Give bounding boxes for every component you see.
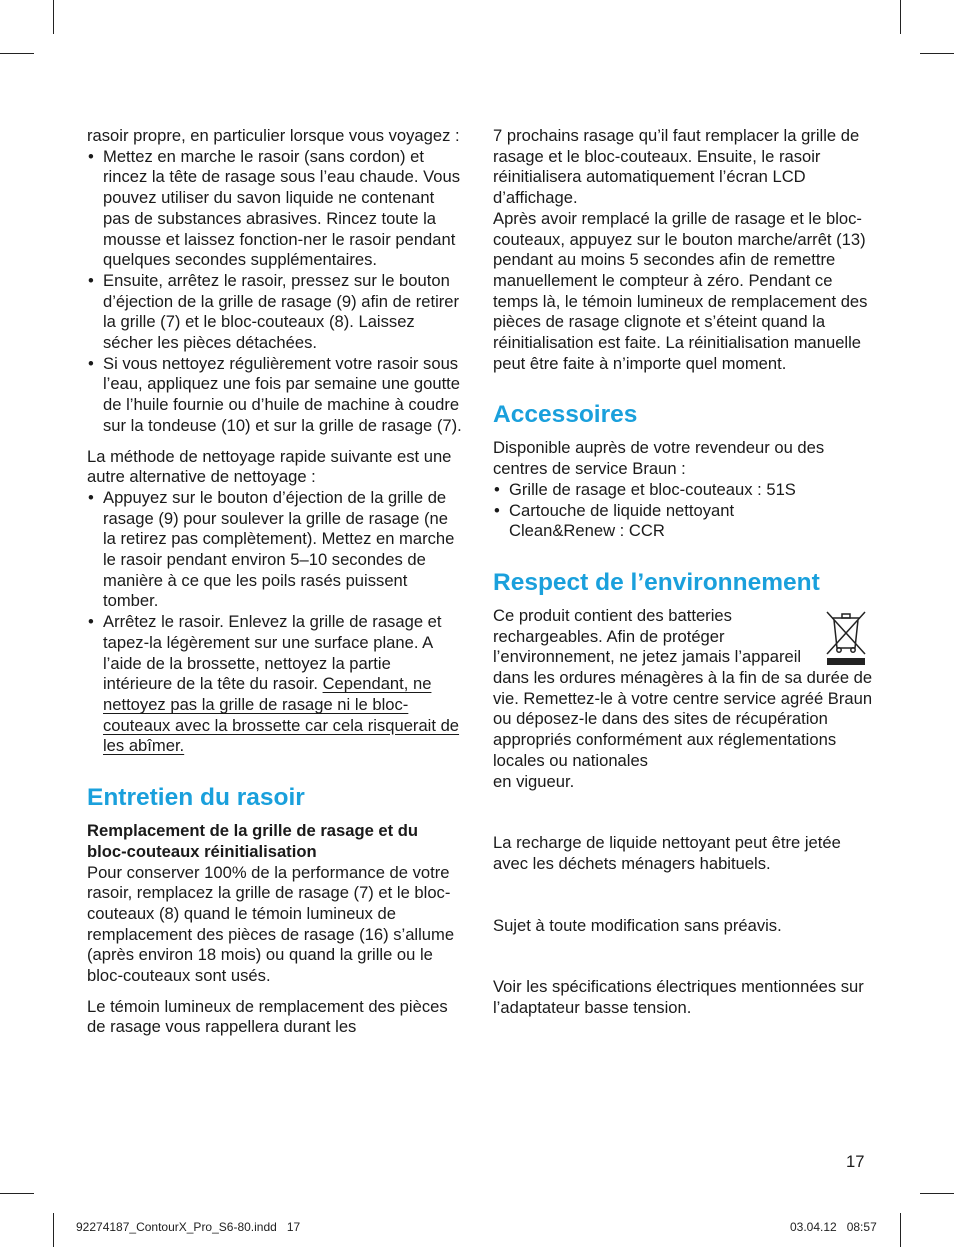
list-item: • Appuyez sur le bouton d’éjection de la grille de rasage (9) pour soulever la grille de rasage (ne la retirez pas complètement). Mettez en marche le rasoir pendant environ 5–10 secondes de manière à ce que les poils rasés puissent tomber. [87,488,462,612]
quick-cleaning-paragraph: La méthode de nettoyage rapide suivante est une autre alternative de nettoyage : [87,446,452,487]
list-item [87,612,462,757]
list-item-text: Arrêtez le rasoir. Enlevez la grille de rasage et tapez-la légèrement sur une surface plane. A l’aide de la brossette, nettoyez la partie intérieure de la tête du rasoir. [103,612,442,694]
indicator-paragraph: Le témoin lumineux de remplacement des pièces de rasage vous rappellera durant les [87,996,448,1037]
crop-mark [0,1193,34,1194]
continuation-paragraph: 7 prochains rasage qu’il faut remplacer la grille de rasage et le bloc-couteaux. Ensuite, le rasoir réinitialisera automatiquement l’écran LCD d’affichage. [493,126,860,208]
reset-paragraph: Après avoir remplacé la grille de rasage et le bloc-couteaux, appuyez sur le bouton marche/arrêt (13) pendant au moins 5 secondes afin de remettre manuellement le compteur à zéro. Pendant ce temps là, le témoin lumineux de remplacement des pièces de rasage clignote et s’éteint quand la réinitialisation est faite. La réinitialisation manuelle peut être faite à n’importe quel moment. [493,208,868,373]
list-item: • Ensuite, arrêtez le rasoir, pressez sur le bouton d’éjection de la grille de rasage (9) afin de retirer la grille (7) et le bloc-couteaux (8). Laissez sécher les pièces détachées. [87,271,462,354]
warning-underlined-text: Cependant, ne nettoyez pas la grille de rasage ni le bloc-couteaux avec la brossette car cela risquerait de les abîmer. [103,674,460,756]
environment-text-end: en vigueur. [493,771,575,791]
environment-paragraph [493,606,873,792]
section-heading-accessoires: Accessoires [493,401,638,429]
list-item-line: Cartouche de liquide nettoyant [509,500,735,520]
crop-mark [920,53,954,54]
right-column [493,126,873,1019]
section-heading-environnement: Respect de l’environnement [493,568,820,596]
cleaning-bullet-list [87,147,462,437]
environment-text: Ce produit contient des batteries rechargeables. Afin de protéger l’environnement, ne jetez jamais l’appareil dans les ordures ménagères à la fin de sa durée de vie. Remettez-le à votre centre service agréé Braun ou déposez-le dans des sites de récupération appropriés conformément aux réglementations locales ou nationales [493,605,873,770]
refill-disposal-paragraph: La recharge de liquide nettoyant peut être jetée avec les déchets ménagers habituels. [493,833,841,873]
crop-mark [900,1213,901,1247]
quick-cleaning-bullet-list [87,488,462,757]
crop-mark [900,0,901,34]
footer-date-info: 03.04.12 08:57 [790,1220,877,1234]
crop-mark [53,1213,54,1247]
crop-mark [0,53,34,54]
accessories-list [493,480,873,542]
page-number: 17 [846,1152,865,1171]
notice-paragraph: Sujet à toute modification sans préavis. [493,915,782,935]
list-item [493,501,873,542]
crop-mark [920,1193,954,1194]
section-heading-entretien: Entretien du rasoir [87,784,305,812]
availability-paragraph: Disponible auprès de votre revendeur ou des centres de service Braun : [493,438,825,479]
list-item-line: Clean&Renew : CCR [509,521,665,541]
electrical-spec-paragraph: Voir les spécifications électriques mentionnées sur l’adaptateur basse tension. [493,977,864,1018]
crop-mark [53,0,54,34]
list-item: • Si vous nettoyez régulièrement votre rasoir sous l’eau, appliquez une fois par semaine une goutte de l’huile fournie ou d’huile de machine à coudre sur la tondeuse (10) et sur la grille de rasage (7). [87,354,462,437]
list-item: • Grille de rasage et bloc-couteaux : 51S [493,480,873,501]
maintenance-paragraph: Pour conserver 100% de la performance de votre rasoir, remplacez la grille de rasage (7) et le bloc-couteaux (8) quand le témoin lumineux de remplacement des pièces de rasage (16) s’allume (après environ 18 mois) ou quand la grille ou le bloc-couteaux sont usés. [87,862,455,986]
sub-heading: Remplacement de la grille de rasage et du bloc-couteaux réinitialisation [87,821,419,861]
list-item: • Mettez en marche le rasoir (sans cordon) et rincez la tête de rasage sous l’eau chaude. Vous pouvez utiliser du savon liquide ne contenant pas de substances abrasives. Rincez toute la mousse et laissez fonction-ner le rasoir pendant quelques secondes supplémentaires. [87,147,462,271]
left-column [87,126,462,1038]
weee-crossed-bin-icon [823,606,869,666]
intro-paragraph: rasoir propre, en particulier lorsque vous voyagez : [87,126,460,145]
footer-file-info: 92274187_ContourX_Pro_S6-80.indd 17 [76,1220,301,1234]
